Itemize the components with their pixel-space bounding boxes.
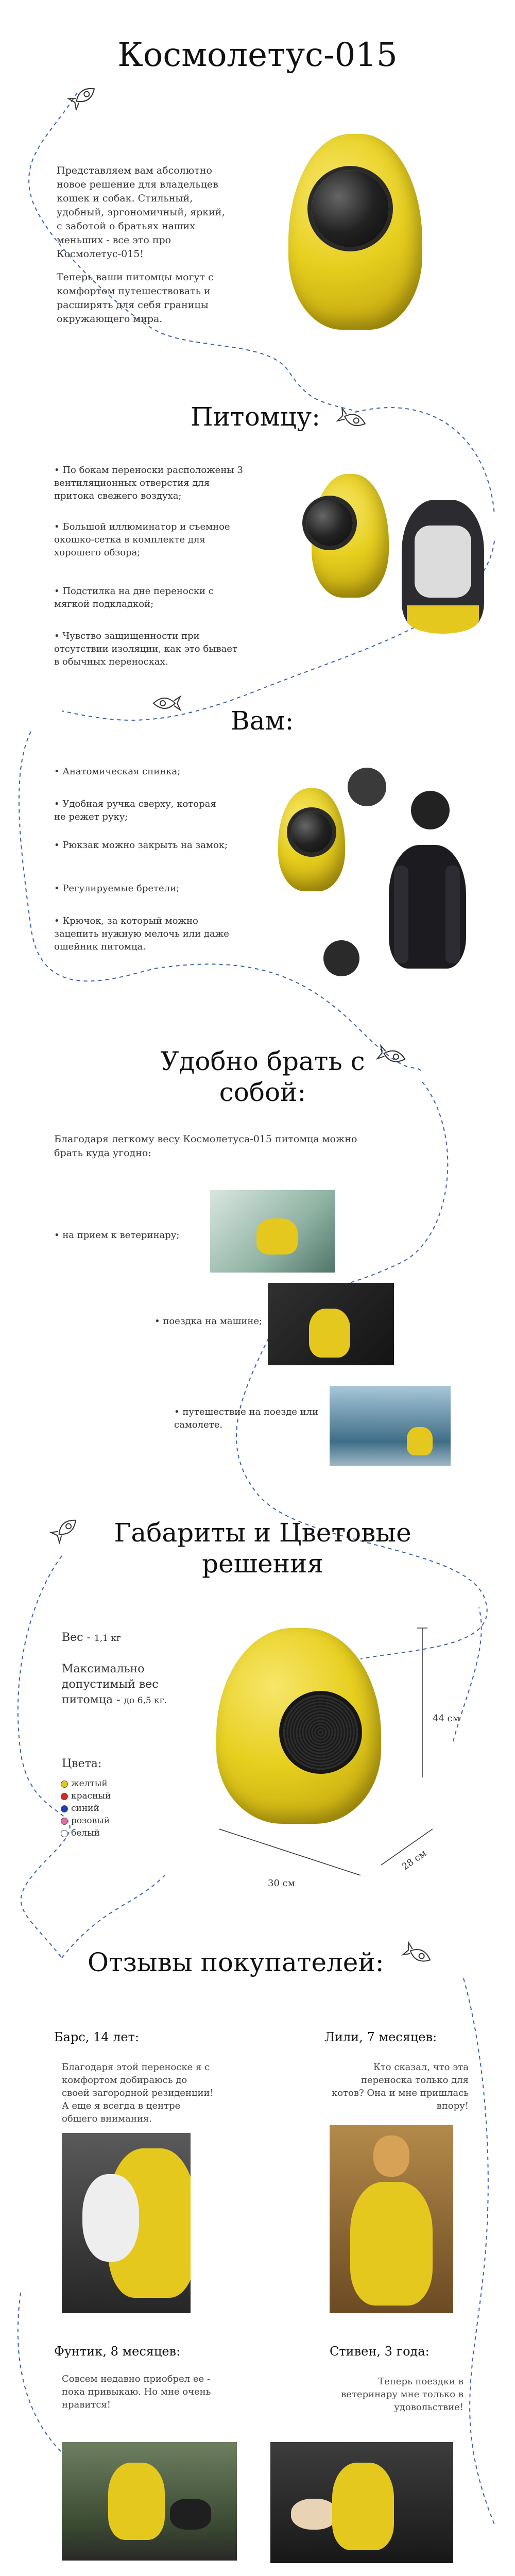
colors-label: Цвета:: [62, 1757, 102, 1770]
color-swatch: [61, 1781, 68, 1788]
reviews-section-title: Отзывы покупателей:: [88, 1947, 384, 1977]
color-name: красный: [71, 1791, 111, 1801]
color-name: желтый: [71, 1778, 108, 1789]
pets-item: • Большой иллюминатор и съемное окошко-сетка в комплекте для хорошего обзора;: [54, 521, 230, 558]
dims-section-title: Габариты и Цветовые решения: [114, 1518, 411, 1579]
height-label: 44 см: [433, 1713, 460, 1724]
car-trip-photo: [268, 1283, 394, 1365]
rocket-icon: [399, 1937, 440, 1973]
max-weight-value: до 6,5 кг.: [124, 1696, 167, 1706]
product-image-side: [296, 464, 394, 613]
page-title: Космолетус-015: [117, 36, 398, 74]
color-name: розовый: [71, 1816, 110, 1826]
review-name: Фунтик, 8 месяцев:: [54, 2344, 181, 2359]
you-item: • Анатомическая спинка;: [54, 766, 181, 777]
rocket-icon: [373, 1038, 415, 1074]
dimension-lines-bottom: [0, 1798, 515, 1901]
weight-label: Вес -: [62, 1631, 94, 1644]
review-name: Барс, 14 лет:: [54, 2030, 139, 2044]
rocket-icon: [144, 685, 185, 721]
product-image-open: [397, 500, 489, 639]
vet-visit-photo: [210, 1190, 335, 1273]
rocket-icon: [334, 402, 375, 438]
carry-item: • поездка на машине;: [154, 1316, 263, 1327]
rocket-icon: [64, 77, 106, 113]
color-name: синий: [71, 1803, 99, 1814]
pets-section-title: Питомцу:: [191, 402, 321, 432]
review-photo-lili: [330, 2125, 453, 2313]
carry-section-title: [118, 1046, 407, 1108]
you-item: • Рюкзак можно закрыть на замок;: [54, 840, 228, 851]
max-weight-label: Максимально допустимый вес питомца -: [62, 1663, 159, 1706]
pets-item: • По бокам переноски расположены 3 вентиляционных отверстия для притока свежего воздуха;: [54, 465, 243, 501]
you-item: • Регулируемые бретели;: [54, 883, 180, 894]
weight-value: 1,1 кг: [94, 1633, 121, 1643]
zipper-detail-image: [323, 940, 359, 976]
color-name: белый: [71, 1828, 100, 1838]
carry-intro: Благодаря легкому весу Космолетуса-015 питомца можно брать куда угодно:: [54, 1133, 357, 1159]
review-text: Кто сказал, что эта переноска только для котов? Она и мне пришлась впору!: [332, 2062, 469, 2111]
width-label: 30 см: [268, 1878, 295, 1889]
rocket-icon: [46, 1510, 88, 1546]
review-text: Теперь поездки в ветеринару мне только в удовольствие!: [341, 2376, 464, 2413]
depth-label: 28 см: [400, 1848, 428, 1873]
review-photo-steven: [270, 2442, 453, 2563]
dimension-lines: [0, 1623, 515, 1777]
carry-section-title-text: Удобно брать с собой:: [160, 1046, 365, 1107]
review-text: Совсем недавно приобрел ее - пока привыкаю. Но мне очень нравится!: [62, 2374, 211, 2410]
carry-item: • путешествие на поезде или самолете.: [174, 1406, 319, 1430]
you-item: • Удобная ручка сверху, которая не режет руку;: [54, 799, 216, 822]
pets-item: • Чувство защищенности при отсутствии изоляции, как это бывает в обычных переносках.: [54, 631, 237, 667]
product-image-front: [273, 778, 350, 902]
review-text: Благодаря этой переноске я с комфортом добираюсь до своей загородной резиденции! А еще я всегда в центре общего внимания.: [62, 2062, 214, 2124]
review-photo-funtik: [62, 2442, 237, 2561]
color-option: [61, 1777, 164, 1790]
backside-image: [379, 845, 476, 974]
train-trip-photo: [330, 1386, 451, 1466]
review-name: Лили, 7 месяцев:: [324, 2030, 437, 2044]
carry-item: • на прием к ветеринару;: [54, 1230, 180, 1241]
intro-paragraph-2: Теперь ваши питомцы могут с комфортом путешествовать и расширять для себя границы окружающего мира.: [57, 272, 214, 325]
you-section-title: Вам:: [231, 706, 294, 736]
intro-paragraph-1: Представляем вам абсолютно новое решение для владельцев кошек и собак. Стильный, удобный, эргономичный, яркий, с заботой о братьях наших меньших - все это про Космолетус-015!: [57, 165, 225, 260]
review-photo-bars: [62, 2133, 191, 2313]
you-item: • Крючок, за который можно зацепить нужную мелочь или даже ошейник питомца.: [54, 916, 229, 952]
vent-detail-image: [411, 791, 450, 829]
pets-item: • Подстилка на дне переноски с мягкой подкладкой;: [54, 586, 214, 609]
product-image-hero: [278, 124, 453, 340]
hook-detail-image: [348, 768, 386, 806]
review-name: Стивен, 3 года:: [330, 2344, 430, 2359]
